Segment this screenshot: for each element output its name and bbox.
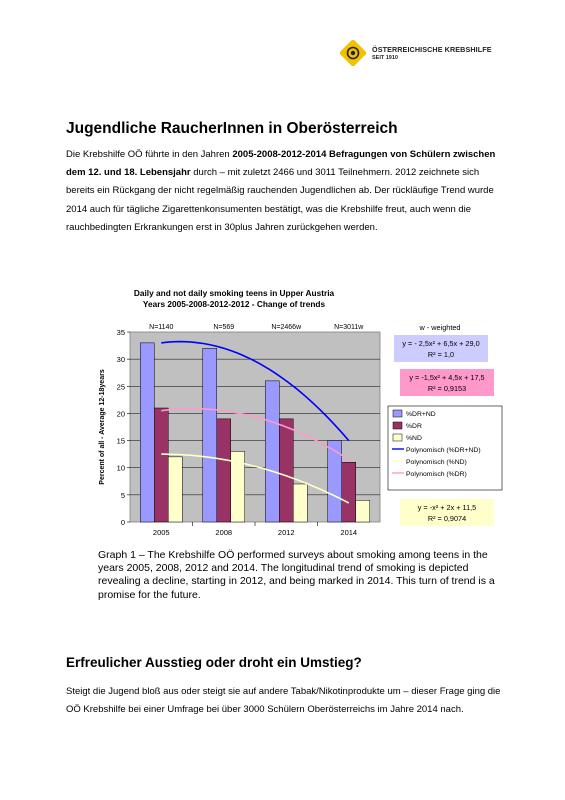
legend-label: Polynomisch (%ND): [406, 459, 467, 466]
intro-text-1: Die Krebshilfe OÖ führte in den Jahren: [66, 149, 233, 160]
bar: [265, 381, 279, 522]
x-tick-label: 2008: [215, 528, 233, 537]
sample-size-label: N=3011w: [334, 324, 364, 331]
page-title: Jugendliche RaucherInnen in Oberösterreich: [66, 120, 398, 137]
bar: [217, 419, 231, 522]
x-tick-label: 2012: [277, 528, 295, 537]
bar: [328, 441, 342, 522]
intro-paragraph: [66, 146, 506, 237]
y-tick-label: 0: [120, 518, 125, 527]
bar: [203, 348, 217, 522]
bar: [342, 462, 356, 522]
y-tick-label: 5: [120, 490, 125, 500]
x-tick-label: 2005: [152, 528, 170, 537]
y-axis-label: Percent of all - Average 12-18years: [99, 369, 106, 485]
legend-label: %DR: [406, 423, 422, 430]
y-tick-label: 10: [116, 463, 125, 473]
y-tick-label: 20: [116, 409, 125, 419]
legend-swatch: [393, 410, 402, 417]
bar: [154, 408, 168, 522]
x-tick-label: 2014: [340, 528, 358, 537]
section-paragraph: Steigt die Jugend bloß aus oder steigt sie auf andere Tabak/Nikotinprodukte um – dieser Frage ging die OÖ Krebshilfe bei einer Umfrage bei über 3000 Schülern Oberösterreichs im Jahre 2014 nach.: [66, 686, 501, 716]
y-tick-label: 30: [116, 355, 125, 365]
logo-subtext: SEIT 1910: [372, 55, 398, 61]
section-heading: Erfreulicher Ausstieg oder droht ein Umstieg?: [66, 655, 362, 670]
chart-title: Daily and not daily smoking teens in Upper Austria: [133, 288, 335, 298]
intro-text-2: durch – mit zuletzt 2466 und 3011 Teilnehmern. 2012 zeichnete sich bereits ein Rückgang der nicht regelmäßig rauchenden Jugendlichen ab. Der rückläufige Trend wurde 2014 auch für tägliche Zigarettenkonsumenten bestätigt, was die Krebshilfe freut, auch wenn die rauchbedingten Erkrankungen erst in 30plus Jahren zurückgehen werden.: [66, 167, 494, 233]
equation-text: y = -x² + 2x + 11,5: [417, 503, 477, 512]
logo-icon: [340, 40, 366, 66]
y-tick-label: 35: [116, 328, 125, 337]
legend-label: %DR+ND: [406, 411, 436, 418]
chart-caption: Graph 1 – The Krebshilfe OÖ performed surveys about smoking among teens in the years 2005, 2008, 2012 and 2014. The longitudinal trend of smoking is depicted revealing a decline, starting in 2012, and being marked in 2014. This turn of trend is a promise for the future.: [98, 549, 495, 601]
krebshilfe-logo: [340, 40, 520, 70]
equation-text: y = -1,5x² + 4,5x + 17,5: [409, 373, 485, 382]
legend-label: Polynomisch (%DR+ND): [406, 447, 481, 454]
y-tick-label: 15: [116, 436, 125, 446]
chart-subtitle: Years 2005-2008-2012-2012 - Change of trends: [142, 299, 326, 309]
r-squared-text: R² = 0,9153: [427, 384, 467, 393]
intro-bold: 2005-2008-2012-2014 Befragungen von Schülern zwischen dem 12. und 18. Lebensjahr: [66, 149, 496, 179]
weighted-note: w - weighted: [419, 323, 461, 332]
bar: [356, 500, 370, 522]
r-squared-text: R² = 0,9074: [427, 514, 467, 523]
sample-size-label: N=2466w: [271, 324, 302, 331]
sample-size-label: N=1140: [149, 324, 174, 331]
legend-swatch: [393, 422, 402, 429]
r-squared-text: R² = 1,0: [427, 350, 455, 359]
equation-text: y = - 2,5x² + 6,5x + 29,0: [402, 339, 480, 348]
bar: [140, 343, 154, 522]
legend-swatch: [393, 434, 402, 441]
sample-size-label: N=569: [213, 324, 235, 331]
bar: [168, 457, 182, 522]
y-tick-label: 25: [116, 382, 125, 392]
legend-label: %ND: [406, 435, 422, 442]
legend-label: Polynomisch (%DR): [406, 471, 467, 478]
logo-text: ÖSTERREICHISCHE KREBSHILFE: [372, 45, 492, 54]
bar: [293, 484, 307, 522]
bar: [279, 419, 293, 522]
smoking-trend-chart: [66, 280, 506, 542]
